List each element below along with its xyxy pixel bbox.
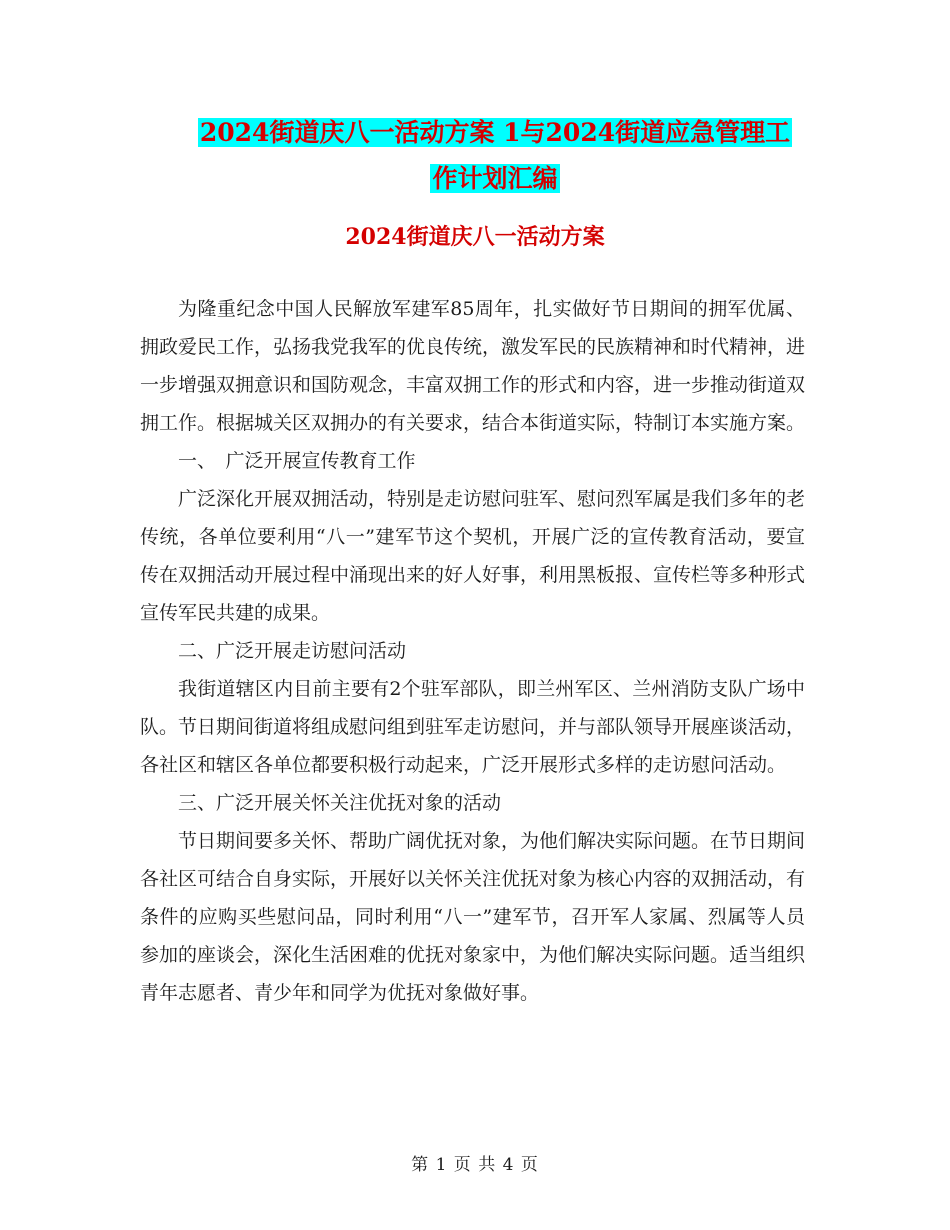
heading-2: 二、广泛开展走访慰问活动 (178, 640, 407, 662)
title-line-1: 2024街道庆八一活动方案 1与2024街道应急管理工 (199, 118, 791, 147)
paragraph-3: 节日期间要多关怀、帮助广阔优抚对象，为他们解决实际问题。在节日期间各社区可结合自身实际，开展好以关怀关注优抚对象为核心内容的双拥活动，有条件的应购买些慰问品，同时利用“八一”建军节，召开军人家属、烈属等人员参加的座谈会，深化生活困难的优抚对象家中，为他们解决实际问题。适当组织青年志愿者、青少年和同学为优抚对象做好事。 (140, 830, 806, 1004)
document-body (140, 290, 805, 1012)
heading-1: 一、 广泛开展宣传教育工作 (178, 450, 416, 472)
page-footer: 第 1 页 共 4 页 (411, 1155, 539, 1175)
paragraph-2: 我街道辖区内目前主要有2个驻军部队，即兰州军区、兰州消防支队广场中队。节日期间街道将组成慰问组到驻军走访慰问，并与部队领导开展座谈活动，各社区和辖区各单位都要积极行动起来，广泛开展形式多样的走访慰问活动。 (140, 678, 806, 776)
document-title (150, 110, 840, 202)
title-line-2: 作计划汇编 (432, 164, 558, 193)
heading-3: 三、广泛开展关怀关注优抚对象的活动 (178, 792, 502, 814)
section-title: 2024街道庆八一活动方案 (345, 224, 605, 250)
intro-paragraph: 为隆重纪念中国人民解放军建军85周年，扎实做好节日期间的拥军优属、拥政爱民工作，弘扬我党我军的优良传统，激发军民的民族精神和时代精神，进一步增强双拥意识和国防观念，丰富双拥工作的形式和内容，进一步推动街道双拥工作。根据城关区双拥办的有关要求，结合本街道实际，特制订本实施方案。 (140, 298, 806, 434)
paragraph-1: 广泛深化开展双拥活动，特别是走访慰问驻军、慰问烈军属是我们多年的老传统，各单位要利用“八一”建军节这个契机，开展广泛的宣传教育活动，要宣传在双拥活动开展过程中涌现出来的好人好事，利用黑板报、宣传栏等多种形式宣传军民共建的成果。 (140, 488, 806, 624)
